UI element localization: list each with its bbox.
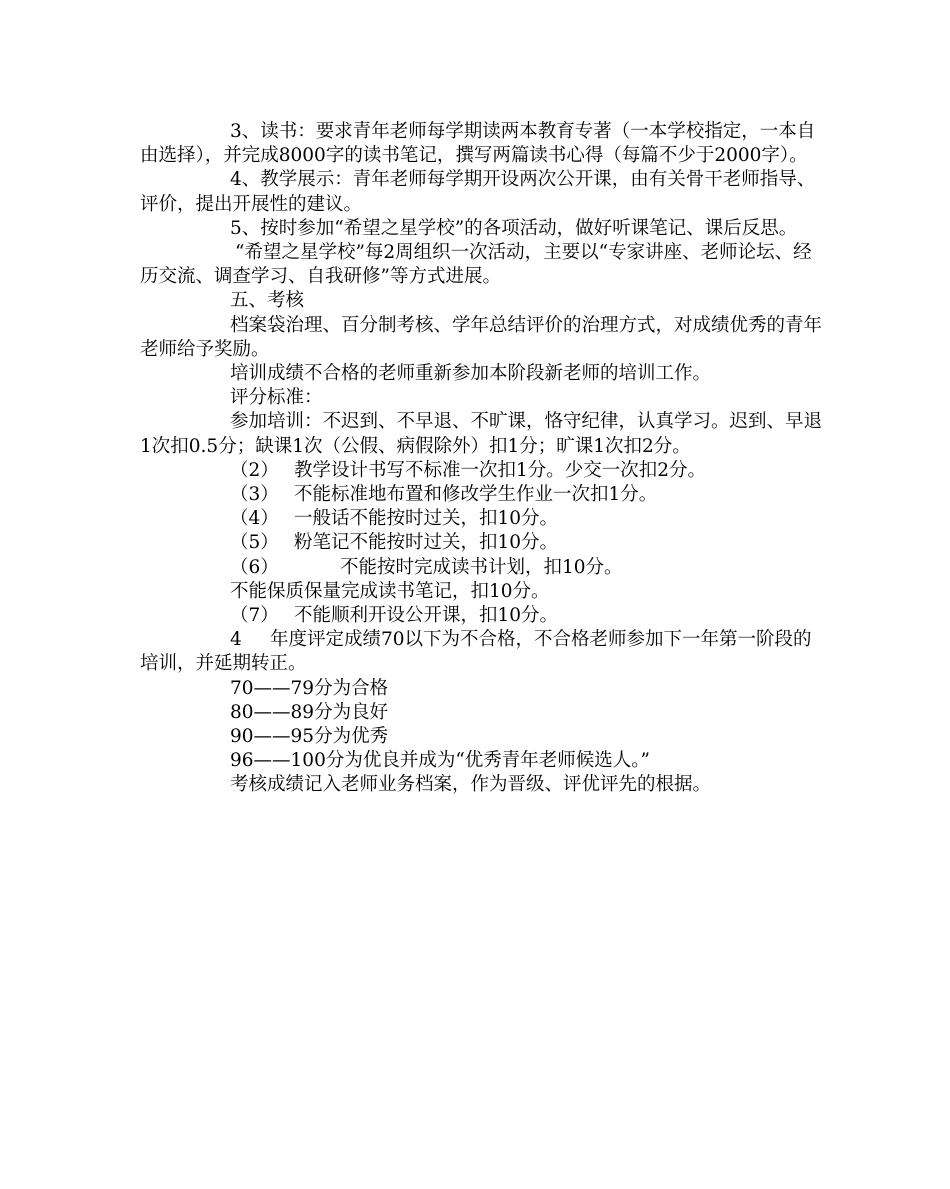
paragraph-activities: 5、按时参加“希望之星学校”的各项活动，做好听课笔记、课后反思。 [230,217,798,239]
paragraph-scoring-standard: 评分标准： [230,387,323,409]
list-item [140,556,830,580]
list-item-number: （4） [230,508,279,530]
paragraph-reading: 3、读书：要求青年老师每学期读两本教育专著（一本学校指定，一本自由选择），并完成8000字的读书笔记，撰写两篇读书心得（每篇不少于2000字）。 [140,121,816,167]
paragraph-final-record: 考核成绩记入老师业务档案，作为晋级、评优评先的根据。 [230,774,712,796]
list-item-number: （2） [230,459,279,481]
list-item-text: 不能顺利开设公开课，扣10分。 [294,605,559,627]
paragraph-retraining: 培训成绩不合格的老师重新参加本阶段新老师的培训工作。 [230,363,712,385]
list-item [140,483,830,507]
grade-number: 4 [230,629,242,651]
list-item-text: 不能标准地布置和修改学生作业一次扣1分。 [294,484,658,506]
paragraph-annual-grade [140,628,830,676]
list-item-text: 一般话不能按时过关，扣10分。 [294,508,559,530]
list-item-text: 教学设计书写不标准一次扣1分。少交一次扣2分。 [294,459,707,481]
list-item-number: （6） [230,556,279,578]
paragraph-teaching-display: 4、教学展示：青年老师每学期开设两次公开课，由有关骨干老师指导、评价，提出开展性的建议。 [140,169,816,215]
paragraph-reading-notes: 不能保质保量完成读书笔记，扣10分。 [230,580,550,602]
section-heading-assessment: 五、考核 [230,290,305,312]
list-item-number: （3） [230,484,279,506]
list-item-text: 粉笔记不能按时过关，扣10分。 [294,532,559,554]
list-item [140,604,830,628]
grade-line: 90——95分为优秀 [230,726,389,748]
list-item [140,459,830,483]
list-item-text: 不能按时完成读书计划，扣10分。 [340,556,623,578]
grade-line: 96——100分为优良并成为“优秀青年老师候选人。” [230,750,651,772]
document-page [140,120,830,798]
paragraph-archive-management: 档案袋治理、百分制考核、学年总结评价的治理方式，对成绩优秀的青年老师给予奖励。 [140,314,823,360]
list-item [140,507,830,531]
list-item-number: （5） [230,532,279,554]
grade-text: 年度评定成绩70以下为不合格，不合格老师参加下一年第一阶段的培训，并延期转正。 [140,629,812,675]
grade-line: 80——89分为良好 [230,701,389,723]
grade-line: 70——79分为合格 [230,677,389,699]
list-item-number: （7） [230,605,279,627]
paragraph-attendance: 参加培训：不迟到、不早退、不旷课，恪守纪律，认真学习。迟到、早退1次扣0.5分；缺课1次（公假、病假除外）扣1分；旷课1次扣2分。 [140,411,823,457]
list-item [140,531,830,555]
paragraph-school-activity: “希望之星学校”每2周组织一次活动，主要以“专家讲座、老师论坛、经历交流、调查学习、自我研修”等方式进展。 [140,242,812,288]
